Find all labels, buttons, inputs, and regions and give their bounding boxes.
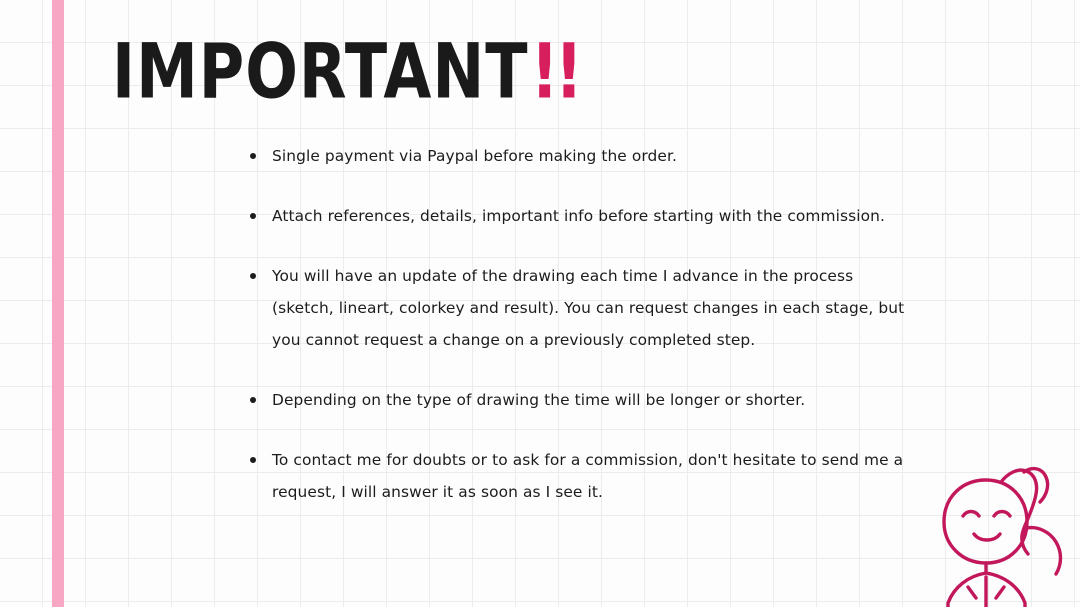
list-item: Attach references, details, important info before starting with the commission. — [248, 200, 908, 232]
list-item: To contact me for doubts or to ask for a commission, don't hesitate to send me a request, I will answer it as soon as I see it. — [248, 444, 908, 508]
page-title — [112, 26, 580, 116]
list-item: Depending on the type of drawing the time will be longer or shorter. — [248, 384, 908, 416]
list-item: You will have an update of the drawing each time I advance in the process (sketch, lineart, colorkey and result). You can request changes in each stage, but you cannot request a change on a previously completed step. — [248, 260, 908, 356]
bullet-list — [248, 140, 908, 536]
smiling-girl-doodle-icon — [906, 446, 1080, 607]
list-item: Single payment via Paypal before making the order. — [248, 140, 908, 172]
page-title-text: IMPORTANT — [112, 26, 529, 116]
page-title-exclamation: !! — [530, 26, 580, 116]
left-accent-stripe — [52, 0, 64, 607]
